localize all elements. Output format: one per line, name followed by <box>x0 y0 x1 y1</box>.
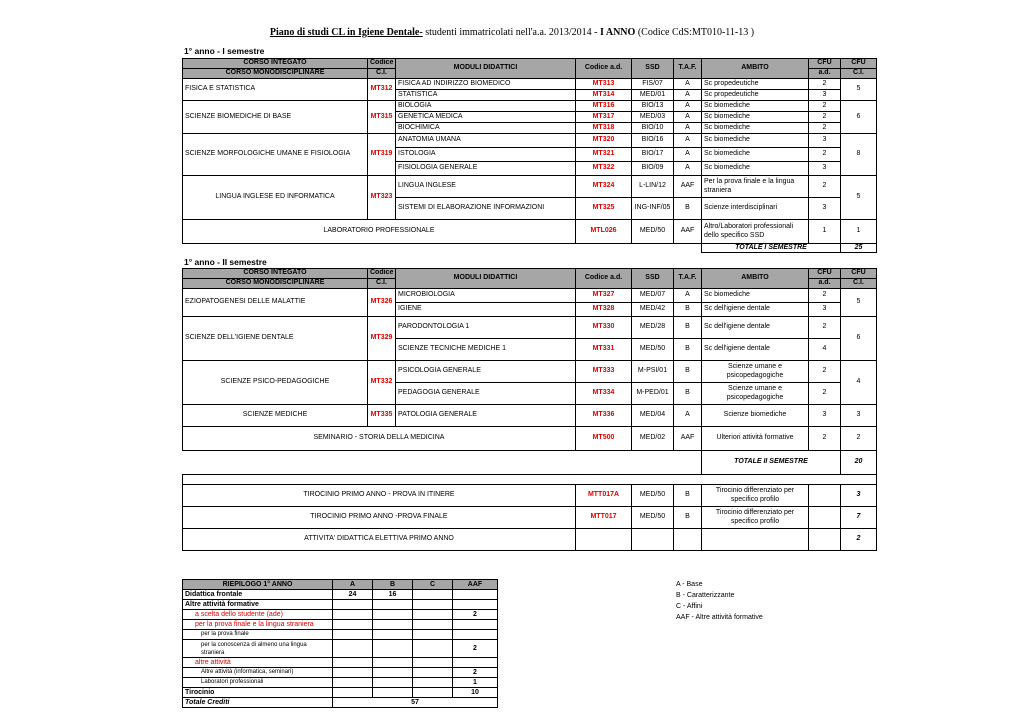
table-row <box>183 610 498 620</box>
module-ambito: Sc biomediche <box>702 112 809 123</box>
module-ambito: Sc biomediche <box>702 134 809 148</box>
activity-name: TIROCINIO PRIMO ANNO - PROVA IN ITINERE <box>183 485 576 507</box>
riepilogo-label: Laboratori professionali <box>183 678 333 688</box>
riepilogo-a <box>333 600 373 610</box>
riepilogo-a <box>333 620 373 630</box>
riepilogo-label: Tirocinio <box>183 688 333 698</box>
table-row <box>183 640 498 658</box>
module-code: MT320 <box>576 134 632 148</box>
module-code: MT313 <box>576 79 632 90</box>
module-ambito: Scienze umane e psicopedagogiche <box>702 383 809 405</box>
riepilogo-c <box>413 620 453 630</box>
semester-1-table <box>182 58 877 253</box>
module-ambito: Sc biomediche <box>702 148 809 162</box>
header-codice-ci: C.I. <box>368 279 396 289</box>
module-cfu: 3 <box>809 405 841 427</box>
activity-cfu-ci: 2 <box>841 529 877 551</box>
riepilogo-label: per la prova finale e la lingua straniera <box>183 620 333 630</box>
taf-legend <box>676 579 763 623</box>
riepilogo-label: Altre attività (informatica, seminari) <box>183 668 333 678</box>
header-codice-ad: Codice a.d. <box>576 269 632 289</box>
course-name: SCIENZE BIOMEDICHE DI BASE <box>183 101 368 134</box>
course-name: SCIENZE MEDICHE <box>183 405 368 427</box>
module-cfu: 2 <box>809 123 841 134</box>
table-row <box>183 220 877 244</box>
table-row <box>183 580 498 590</box>
riepilogo-b <box>373 688 413 698</box>
riepilogo-c <box>413 658 453 668</box>
header-cfu-ci: CFU <box>841 59 877 69</box>
header-ambito: AMBITO <box>702 269 809 289</box>
module-ssd: FIS/07 <box>632 79 674 90</box>
activity-taf: B <box>674 507 702 529</box>
course-name: SCIENZE DELL'IGIENE DENTALE <box>183 317 368 361</box>
module-code: MT324 <box>576 176 632 198</box>
header-corso-integrato: CORSO INTEGATO <box>183 269 368 279</box>
activity-code <box>576 529 632 551</box>
module-taf: B <box>674 317 702 339</box>
module-cfu: 2 <box>809 176 841 198</box>
table-row <box>183 620 498 630</box>
table-row <box>183 590 498 600</box>
riepilogo-header: B <box>373 580 413 590</box>
course-cfu: 5 <box>841 79 877 101</box>
spacer <box>183 475 877 485</box>
header-ssd: SSD <box>632 59 674 79</box>
header-corso-integrato: CORSO INTEGATO <box>183 59 368 69</box>
riepilogo-aaf <box>453 620 498 630</box>
legend-item: B - Caratterizzante <box>676 592 735 599</box>
course-code: MT323 <box>368 176 396 220</box>
course-code: MT332 <box>368 361 396 405</box>
module-taf: A <box>674 101 702 112</box>
table-row <box>183 688 498 698</box>
module-ssd: MED/50 <box>632 339 674 361</box>
module-cfu: 2 <box>809 79 841 90</box>
table-row <box>183 485 877 507</box>
spacer <box>183 244 702 253</box>
module-cfu: 3 <box>809 134 841 148</box>
course-code: MT312 <box>368 79 396 101</box>
riepilogo-c <box>413 668 453 678</box>
riepilogo-total-value: 57 <box>333 698 498 708</box>
table-row <box>183 317 877 339</box>
riepilogo-label: altre attività <box>183 658 333 668</box>
riepilogo-b <box>373 610 413 620</box>
activity-code: MTL026 <box>576 220 632 244</box>
module-code: MT321 <box>576 148 632 162</box>
activity-ambito: Altro/Laboratori professionali dello specifico SSD <box>702 220 809 244</box>
module-code: MT334 <box>576 383 632 405</box>
header-taf: T.A.F. <box>674 59 702 79</box>
table-row <box>183 658 498 668</box>
riepilogo-label: Altre attività formative <box>183 600 333 610</box>
activity-ambito: Tirocinio differenziato per specifico profilo <box>702 485 809 507</box>
table-row <box>183 79 877 90</box>
riepilogo-a <box>333 668 373 678</box>
header-cfu-ci-unit: C.I. <box>841 69 877 79</box>
activity-ambito <box>702 529 809 551</box>
course-cfu: 4 <box>841 361 877 405</box>
title-middle: studenti immatricolati nell'a.a. 2013/2014 - <box>422 27 601 38</box>
riepilogo-b <box>373 620 413 630</box>
course-code: MT329 <box>368 317 396 361</box>
course-cfu: 5 <box>841 289 877 317</box>
activity-name: TIROCINIO PRIMO ANNO -PROVA FINALE <box>183 507 576 529</box>
module-taf: A <box>674 134 702 148</box>
riepilogo-a <box>333 658 373 668</box>
header-corso-mono: CORSO MONODISCIPLINARE <box>183 69 368 79</box>
course-code: MT319 <box>368 134 396 176</box>
module-taf: A <box>674 148 702 162</box>
riepilogo-table <box>182 579 498 708</box>
activity-name: LABORATORIO PROFESSIONALE <box>183 220 576 244</box>
module-code: MT330 <box>576 317 632 339</box>
module-ambito: Scienze interdisciplinari <box>702 198 809 220</box>
riepilogo-label: Didattica frontale <box>183 590 333 600</box>
module-name: LINGUA INGLESE <box>396 176 576 198</box>
module-taf: B <box>674 339 702 361</box>
riepilogo-b <box>373 630 413 640</box>
module-taf: A <box>674 123 702 134</box>
riepilogo-label: per la prova finale <box>183 630 333 640</box>
table-row <box>183 475 877 485</box>
riepilogo-b <box>373 658 413 668</box>
table-row <box>183 630 498 640</box>
table-row <box>183 405 877 427</box>
riepilogo-a <box>333 630 373 640</box>
module-cfu: 4 <box>809 339 841 361</box>
activity-cfu-ci: 3 <box>841 485 877 507</box>
riepilogo-a <box>333 610 373 620</box>
activity-ssd: MED/50 <box>632 220 674 244</box>
module-name: FISIOLOGIA GENERALE <box>396 162 576 176</box>
total-label: TOTALE II SEMESTRE <box>702 451 841 475</box>
module-cfu: 3 <box>809 162 841 176</box>
module-taf: A <box>674 90 702 101</box>
module-code: MT318 <box>576 123 632 134</box>
module-ssd: MED/03 <box>632 112 674 123</box>
riepilogo-c <box>413 678 453 688</box>
activity-name: SEMINARIO - STORIA DELLA MEDICINA <box>183 427 576 451</box>
table-row <box>183 361 877 383</box>
riepilogo-c <box>413 630 453 640</box>
module-name: ISTOLOGIA <box>396 148 576 162</box>
activity-cfu-ci: 2 <box>841 427 877 451</box>
table-row <box>183 600 498 610</box>
module-name: FISICA AD INDIRIZZO BIOMEDICO <box>396 79 576 90</box>
table-row <box>183 451 877 475</box>
module-ssd: BIO/09 <box>632 162 674 176</box>
table-row <box>183 529 877 551</box>
module-taf: AAF <box>674 176 702 198</box>
course-code: MT335 <box>368 405 396 427</box>
module-ambito: Sc dell'igiene dentale <box>702 317 809 339</box>
module-taf: A <box>674 405 702 427</box>
module-name: BIOCHIMICA <box>396 123 576 134</box>
module-ssd: BIO/16 <box>632 134 674 148</box>
course-name: LINGUA INGLESE ED INFORMATICA <box>183 176 368 220</box>
table-row <box>183 134 877 148</box>
module-code: MT331 <box>576 339 632 361</box>
riepilogo-aaf <box>453 590 498 600</box>
module-cfu: 3 <box>809 198 841 220</box>
course-cfu: 6 <box>841 101 877 134</box>
course-code: MT315 <box>368 101 396 134</box>
riepilogo-label: a scelta dello studente (ade) <box>183 610 333 620</box>
activity-cfu <box>809 507 841 529</box>
module-name: PATOLOGIA GENERALE <box>396 405 576 427</box>
module-cfu: 2 <box>809 289 841 303</box>
module-cfu: 3 <box>809 90 841 101</box>
semester-2-table <box>182 268 877 551</box>
activity-taf <box>674 529 702 551</box>
riepilogo-a <box>333 640 373 658</box>
module-ssd: L-LIN/12 <box>632 176 674 198</box>
table-row <box>183 289 877 303</box>
legend-item: C - Affini <box>676 603 703 610</box>
activity-ambito: Tirocinio differenziato per specifico profilo <box>702 507 809 529</box>
header-cfu-ad-unit: a.d. <box>809 69 841 79</box>
riepilogo-aaf: 10 <box>453 688 498 698</box>
header-ambito: AMBITO <box>702 59 809 79</box>
activity-cfu-ci: 1 <box>841 220 877 244</box>
activity-taf: B <box>674 485 702 507</box>
activity-ssd: MED/02 <box>632 427 674 451</box>
activity-code: MTT017 <box>576 507 632 529</box>
module-taf: B <box>674 198 702 220</box>
course-cfu: 8 <box>841 134 877 176</box>
module-ambito: Sc dell'igiene dentale <box>702 303 809 317</box>
module-ambito: Sc biomediche <box>702 162 809 176</box>
header-codice-ad: Codice a.d. <box>576 59 632 79</box>
activity-name: ATTIVITA' DIDATTICA ELETTIVA PRIMO ANNO <box>183 529 576 551</box>
header-moduli: MODULI DIDATTICI <box>396 269 576 289</box>
riepilogo-a <box>333 688 373 698</box>
activity-taf: AAF <box>674 427 702 451</box>
course-cfu: 3 <box>841 405 877 427</box>
riepilogo-aaf: 2 <box>453 640 498 658</box>
module-ssd: M-PED/01 <box>632 383 674 405</box>
module-ambito: Sc dell'igiene dentale <box>702 339 809 361</box>
riepilogo-b <box>373 678 413 688</box>
riepilogo-c <box>413 600 453 610</box>
module-name: GENETICA MEDICA <box>396 112 576 123</box>
riepilogo-b: 16 <box>373 590 413 600</box>
module-cfu: 2 <box>809 112 841 123</box>
riepilogo-aaf: 1 <box>453 678 498 688</box>
activity-ambito: Ulteriori attività formative <box>702 427 809 451</box>
total-label: TOTALE I SEMESTRE <box>702 244 841 253</box>
riepilogo-aaf <box>453 600 498 610</box>
activity-code: MTT017A <box>576 485 632 507</box>
activity-ssd: MED/50 <box>632 507 674 529</box>
course-name: EZIOPATOGENESI DELLE MALATTIE <box>183 289 368 317</box>
module-name: PARODONTOLOGIA 1 <box>396 317 576 339</box>
total-value: 25 <box>841 244 877 253</box>
module-ssd: MED/01 <box>632 90 674 101</box>
module-cfu: 2 <box>809 361 841 383</box>
course-name: SCIENZE PSICO-PEDAGOGICHE <box>183 361 368 405</box>
module-taf: A <box>674 289 702 303</box>
header-cfu-ci-unit: C.I. <box>841 279 877 289</box>
header-corso-mono: CORSO MONODISCIPLINARE <box>183 279 368 289</box>
table-row <box>183 698 498 708</box>
activity-cfu <box>809 529 841 551</box>
table-row <box>183 244 877 253</box>
header-cfu-ci: CFU <box>841 269 877 279</box>
riepilogo-label: per la conoscenza di almeno una lingua straniera <box>183 640 333 658</box>
table-row <box>183 269 877 279</box>
module-cfu: 2 <box>809 317 841 339</box>
riepilogo-b <box>373 668 413 678</box>
title-prefix: Piano di studi CL in Igiene Dentale- <box>269 27 423 38</box>
spacer <box>183 451 702 475</box>
module-ssd: BIO/17 <box>632 148 674 162</box>
semester-2-heading: 1° anno - II semestre <box>184 257 267 267</box>
module-taf: B <box>674 303 702 317</box>
module-name: PSICOLOGIA GENERALE <box>396 361 576 383</box>
module-ambito: Sc biomediche <box>702 101 809 112</box>
module-ssd: MED/28 <box>632 317 674 339</box>
module-code: MT328 <box>576 303 632 317</box>
header-codice-ci: C.I. <box>368 69 396 79</box>
module-ambito: Sc biomediche <box>702 123 809 134</box>
course-name: FISICA E STATISTICA <box>183 79 368 101</box>
module-name: SCIENZE TECNICHE MEDICHE 1 <box>396 339 576 361</box>
module-name: PEDAGOGIA GENERALE <box>396 383 576 405</box>
header-codice: Codice <box>368 59 396 69</box>
module-code: MT336 <box>576 405 632 427</box>
semester-1-heading: 1° anno - I semestre <box>184 46 265 56</box>
module-ambito: Sc propedeutiche <box>702 79 809 90</box>
module-cfu: 3 <box>809 303 841 317</box>
activity-code: MT500 <box>576 427 632 451</box>
header-codice: Codice <box>368 269 396 279</box>
page-title <box>0 27 1024 38</box>
module-name: SISTEMI DI ELABORAZIONE INFORMAZIONI <box>396 198 576 220</box>
module-ssd: MED/07 <box>632 289 674 303</box>
module-cfu: 2 <box>809 383 841 405</box>
activity-taf: AAF <box>674 220 702 244</box>
riepilogo-aaf <box>453 630 498 640</box>
legend-item: A - Base <box>676 581 703 588</box>
course-name: SCIENZE MORFOLOGICHE UMANE E FISIOLOGIA <box>183 134 368 176</box>
module-code: MT333 <box>576 361 632 383</box>
riepilogo-aaf: 2 <box>453 668 498 678</box>
module-code: MT314 <box>576 90 632 101</box>
riepilogo-b <box>373 600 413 610</box>
module-ssd: M-PSI/01 <box>632 361 674 383</box>
header-ssd: SSD <box>632 269 674 289</box>
module-taf: A <box>674 79 702 90</box>
module-code: MT317 <box>576 112 632 123</box>
course-cfu: 6 <box>841 317 877 361</box>
module-taf: A <box>674 112 702 123</box>
riepilogo-header: AAF <box>453 580 498 590</box>
module-name: BIOLOGIA <box>396 101 576 112</box>
module-taf: B <box>674 361 702 383</box>
activity-ssd <box>632 529 674 551</box>
module-ssd: BIO/13 <box>632 101 674 112</box>
header-moduli: MODULI DIDATTICI <box>396 59 576 79</box>
riepilogo-c <box>413 640 453 658</box>
riepilogo-a <box>333 678 373 688</box>
module-ambito: Per la prova finale e la lingua straniera <box>702 176 809 198</box>
riepilogo-a: 24 <box>333 590 373 600</box>
riepilogo-aaf: 2 <box>453 610 498 620</box>
module-ssd: ING-INF/05 <box>632 198 674 220</box>
table-row <box>183 678 498 688</box>
riepilogo-aaf <box>453 658 498 668</box>
module-ambito: Sc propedeutiche <box>702 90 809 101</box>
riepilogo-header: RIEPILOGO 1° ANNO <box>183 580 333 590</box>
module-ssd: MED/42 <box>632 303 674 317</box>
module-name: ANATOMIA UMANA <box>396 134 576 148</box>
module-ambito: Scienze biomediche <box>702 405 809 427</box>
riepilogo-total-label: Totale Crediti <box>183 698 333 708</box>
module-ssd: MED/04 <box>632 405 674 427</box>
total-value: 20 <box>841 451 877 475</box>
title-suffix: (Codice CdS:MT010-11-13 ) <box>635 27 755 38</box>
course-code: MT326 <box>368 289 396 317</box>
table-row <box>183 427 877 451</box>
course-cfu: 5 <box>841 176 877 220</box>
module-cfu: 2 <box>809 148 841 162</box>
module-name: IGIENE <box>396 303 576 317</box>
activity-cfu: 2 <box>809 427 841 451</box>
riepilogo-c <box>413 610 453 620</box>
riepilogo-c <box>413 688 453 698</box>
activity-cfu <box>809 485 841 507</box>
riepilogo-header: A <box>333 580 373 590</box>
module-name: MICROBIOLOGIA <box>396 289 576 303</box>
table-row <box>183 176 877 198</box>
table-row <box>183 59 877 69</box>
activity-cfu-ci: 7 <box>841 507 877 529</box>
table-row <box>183 668 498 678</box>
module-taf: A <box>674 162 702 176</box>
header-cfu-ad: CFU <box>809 269 841 279</box>
module-taf: B <box>674 383 702 405</box>
activity-cfu: 1 <box>809 220 841 244</box>
table-row <box>183 101 877 112</box>
header-cfu-ad: CFU <box>809 59 841 69</box>
table-row <box>183 507 877 529</box>
module-ambito: Sc biomediche <box>702 289 809 303</box>
module-cfu: 2 <box>809 101 841 112</box>
riepilogo-b <box>373 640 413 658</box>
activity-ssd: MED/50 <box>632 485 674 507</box>
module-code: MT325 <box>576 198 632 220</box>
header-taf: T.A.F. <box>674 269 702 289</box>
module-name: STATISTICA <box>396 90 576 101</box>
module-code: MT327 <box>576 289 632 303</box>
riepilogo-header: C <box>413 580 453 590</box>
module-code: MT322 <box>576 162 632 176</box>
title-anno: I ANNO <box>600 27 636 38</box>
riepilogo-c <box>413 590 453 600</box>
header-cfu-ad-unit: a.d. <box>809 279 841 289</box>
module-ssd: BIO/10 <box>632 123 674 134</box>
legend-item: AAF - Altre attività formative <box>676 614 763 621</box>
module-code: MT316 <box>576 101 632 112</box>
module-ambito: Scienze umane e psicopedagogiche <box>702 361 809 383</box>
